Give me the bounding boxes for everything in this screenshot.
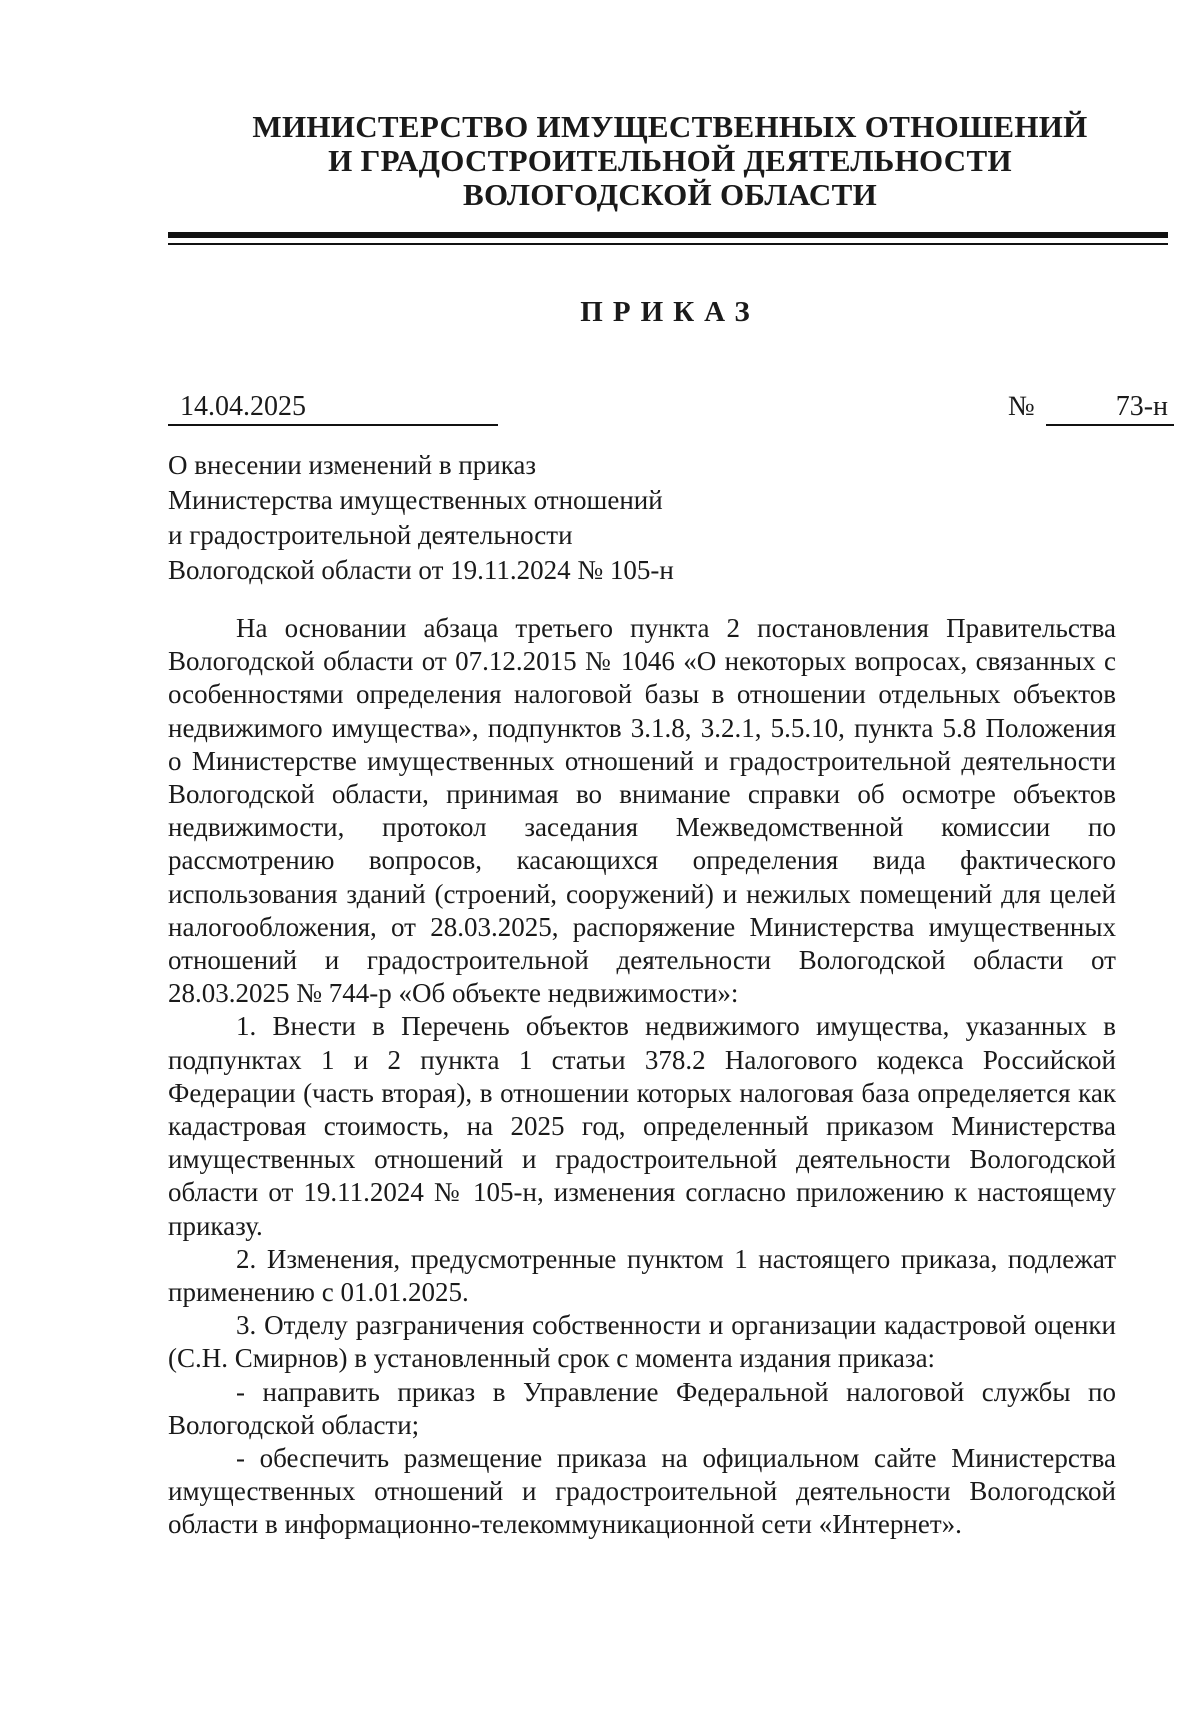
header-line-1: МИНИСТЕРСТВО ИМУЩЕСТВЕННЫХ ОТНОШЕНИЙ xyxy=(252,109,1088,144)
item-3-subitem-2: - обеспечить размещение приказа на официальном сайте Министерства имущественных отношений и градостроительной деятельности Вологодской области в информационно-телекоммуникационной сети «Интернет». xyxy=(168,1443,1116,1540)
header-line-3: ВОЛОГОДСКОЙ ОБЛАСТИ xyxy=(462,177,878,212)
header-line-2: И ГРАДОСТРОИТЕЛЬНОЙ ДЕЯТЕЛЬНОСТИ xyxy=(328,143,1012,178)
order-number: 73-н xyxy=(1046,390,1174,426)
subject-line-3: и градостроительной деятельности xyxy=(168,520,573,550)
order-number-label: № xyxy=(1008,391,1035,422)
document-type-title: ПРИКАЗ xyxy=(580,296,760,328)
subject-line-2: Министерства имущественных отношений xyxy=(168,485,663,515)
ministry-header xyxy=(120,110,1200,212)
item-2-paragraph: 2. Изменения, предусмотренные пунктом 1 настоящего приказа, подлежат применению с 01.01.2025. xyxy=(168,1243,1116,1308)
order-date: 14.04.2025 xyxy=(168,390,498,426)
subject-line-4: Вологодской области от 19.11.2024 № 105-н xyxy=(168,555,674,585)
item-3-paragraph: 3. Отделу разграничения собственности и организации кадастровой оценки (С.Н. Смирнов) в установленный срок с момента издания приказа: xyxy=(168,1310,1116,1374)
header-divider-thin xyxy=(168,243,1168,245)
item-1-paragraph: 1. Внести в Перечень объектов недвижимого имущества, указанных в подпунктах 1 и 2 пункта 1 статьи 378.2 Налогового кодекса Российской Федерации (часть вторая), в отношении которых налоговая база определяется как кадастровая стоимость, на 2025 год, определенный приказом Министерства имущественных отношений и градостроительной деятельности Вологодской области от 19.11.2024 № 105-н, изменения согласно приложению к настоящему приказу. xyxy=(168,1011,1116,1241)
subject-line-1: О внесении изменений в приказ xyxy=(168,450,537,480)
order-body xyxy=(168,612,1116,1542)
item-3-subitem-1: - направить приказ в Управление Федеральной налоговой службы по Вологодской области; xyxy=(168,1376,1116,1440)
preamble-paragraph: На основании абзаца третьего пункта 2 постановления Правительства Вологодской области от 07.12.2015 № 1046 «О некоторых вопросах, связанных с особенностями определения налоговой базы в отношении отдельных объектов недвижимого имущества», подпунктов 3.1.8, 3.2.1, 5.5.10, пункта 5.8 Положения о Министерстве имущественных отношений и градостроительной деятельности Вологодской области, принимая во внимание справки об осмотре объектов недвижимости, протокол заседания Межведомственной комиссии по рассмотрению вопросов, касающихся определения вида фактического использования зданий (строений, сооружений) и нежилых помещений для целей налогообложения, от 28.03.2025, распоряжение Министерства имущественных отношений и градостроительной деятельности Вологодской области от 28.03.2025 № 744-р «Об объекте недвижимости»: xyxy=(168,613,1116,1009)
order-subject xyxy=(168,448,788,588)
header-divider-thick xyxy=(168,232,1168,238)
